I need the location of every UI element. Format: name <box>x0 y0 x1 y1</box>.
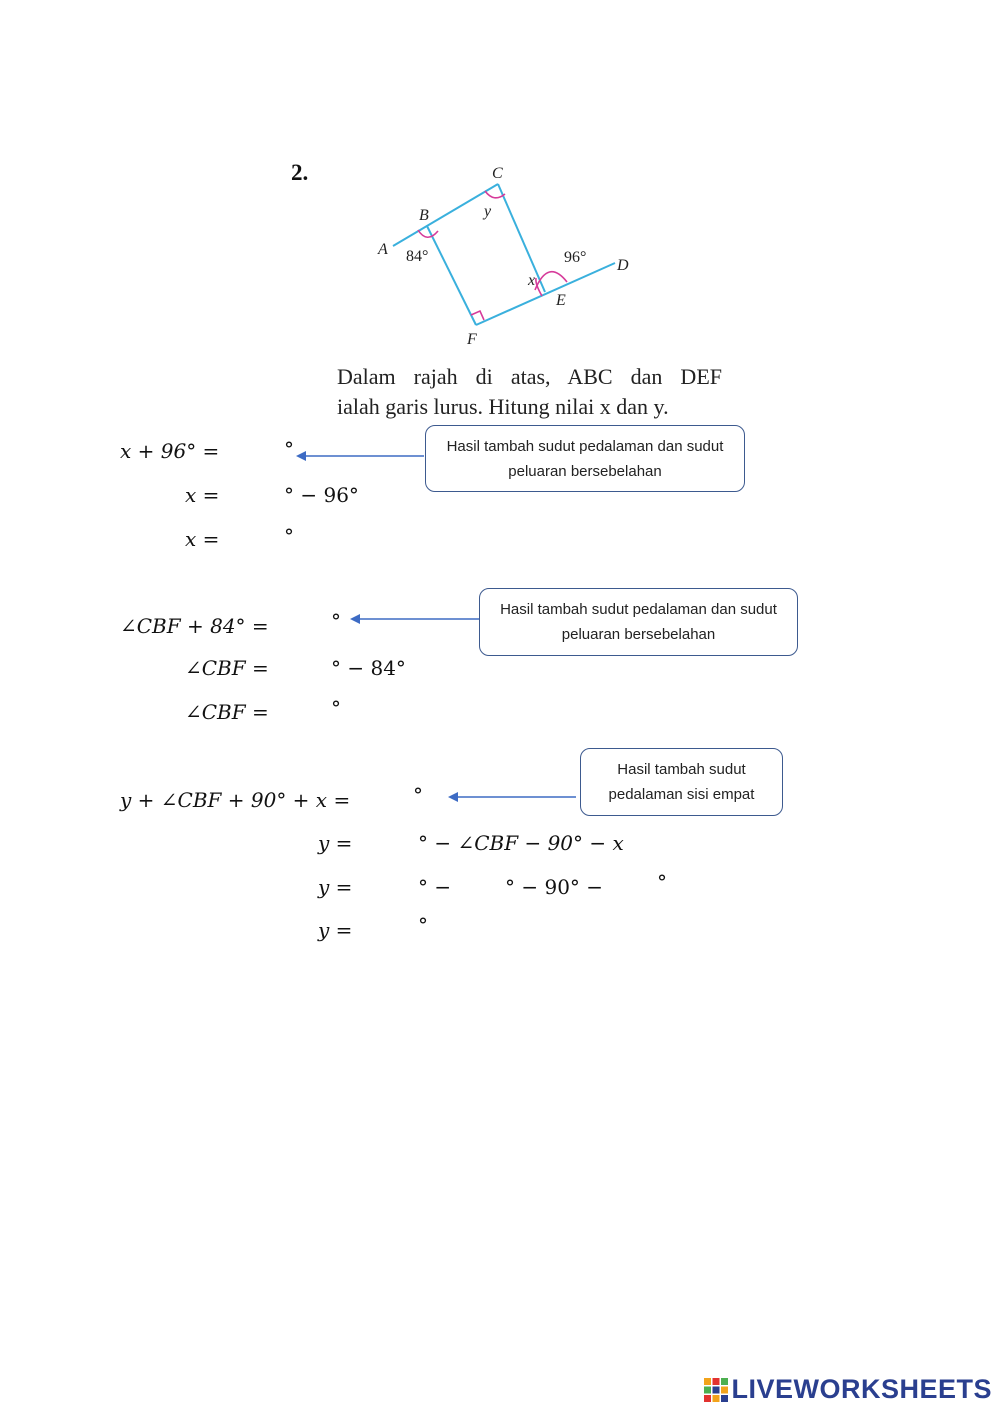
step3-line1-lhs: y + ∠CBF + 90° + x = <box>120 788 351 812</box>
label-x: x <box>528 272 536 289</box>
step3-line3-part-b: ° − 90° − <box>505 875 604 899</box>
question-number: 2. <box>291 160 309 185</box>
step1-line3-rhs: ° <box>284 524 294 548</box>
step3-line1-rhs: ° <box>413 783 423 807</box>
line-bf <box>427 226 476 325</box>
step1-line1-rhs: ° <box>284 437 294 461</box>
step1-line2-lhs: x = <box>185 483 220 507</box>
step3-line2-rhs: ° − ∠CBF − 90° − x <box>418 831 624 855</box>
label-d: D <box>617 257 629 274</box>
step1-line2-rhs: ° − 96° <box>284 483 359 507</box>
step3-line3-part-a: ° − <box>418 875 452 899</box>
step3-line4-lhs: y = <box>318 918 353 942</box>
caption-line-2: ialah garis lurus. Hitung nilai x dan y. <box>337 394 669 419</box>
figure-arcs <box>418 191 567 320</box>
angle-84-label: 84° <box>406 248 429 265</box>
liveworksheets-brand <box>703 1374 992 1405</box>
line-cb-e <box>498 184 545 292</box>
brand-logo-icon <box>703 1377 729 1403</box>
label-c: C <box>492 165 503 182</box>
note-box-1: Hasil tambah sudut pedalaman dan sudut peluaran bersebelahan <box>425 425 745 492</box>
step2-line2-lhs: ∠CBF = <box>185 656 269 680</box>
arc-84 <box>418 230 438 237</box>
arrow-2 <box>350 612 482 626</box>
line-fed <box>476 263 615 325</box>
arrow-1 <box>296 449 426 463</box>
note-box-3: Hasil tambah sudut pedalaman sisi empat <box>580 748 783 816</box>
label-f: F <box>467 331 477 348</box>
step2-line2-rhs: ° − 84° <box>331 656 406 680</box>
caption-line-1: Dalam rajah di atas, ABC dan DEF <box>337 364 722 389</box>
step2-line1-rhs: ° <box>331 609 341 633</box>
note-box-2: Hasil tambah sudut pedalaman dan sudut peluaran bersebelahan <box>479 588 798 656</box>
brand-name: LIVEWORKSHEETS <box>731 1374 992 1404</box>
step2-line1-lhs: ∠CBF + 84° = <box>120 614 269 638</box>
step1-line3-lhs: x = <box>185 527 220 551</box>
label-a: A <box>378 241 388 258</box>
step2-line3-rhs: ° <box>331 696 341 720</box>
geometry-figure <box>370 158 640 353</box>
label-y: y <box>484 203 492 220</box>
step1-line1-lhs: x + 96° = <box>120 439 220 463</box>
step2-line3-lhs: ∠CBF = <box>185 700 269 724</box>
step3-line2-lhs: y = <box>318 831 353 855</box>
label-b: B <box>419 207 429 224</box>
step3-line3-lhs: y = <box>318 875 353 899</box>
step3-line4-rhs: ° <box>418 913 428 937</box>
angle-96-label: 96° <box>564 249 587 266</box>
label-e: E <box>556 292 566 309</box>
arrow-3 <box>448 790 578 804</box>
line-abc <box>393 184 498 246</box>
question-caption <box>337 362 722 422</box>
step3-line3-part-c: ° <box>657 870 667 894</box>
